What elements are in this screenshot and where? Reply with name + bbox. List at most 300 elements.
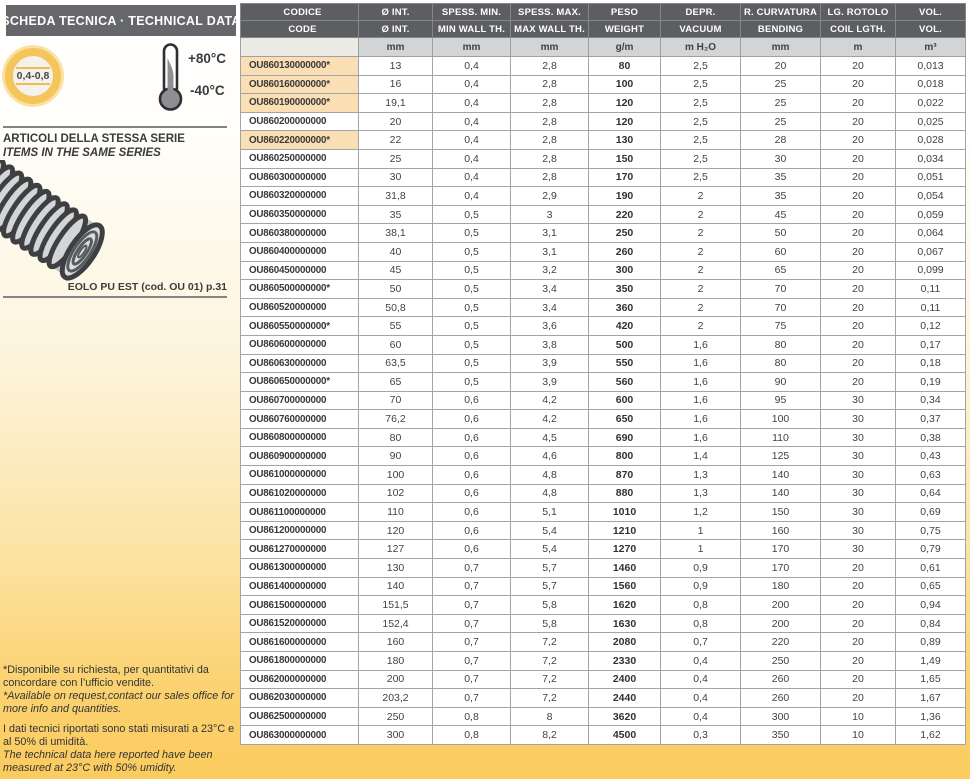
- cell-min-wall-th: 0,5: [433, 242, 511, 261]
- cell-min-wall-th: 0,7: [433, 596, 511, 615]
- cell-vacuum: 0,7: [661, 633, 741, 652]
- cell-max-wall-th: 2,8: [511, 75, 589, 94]
- pressure-range-value: 0,4-0,8: [16, 67, 51, 85]
- table-row: [241, 540, 966, 559]
- cell-coil-length: 10: [821, 726, 896, 745]
- cell-weight: 100: [589, 75, 661, 94]
- cell-min-wall-th: 0,7: [433, 614, 511, 633]
- col-header-en-volume: VOL.: [896, 21, 966, 38]
- cell-inner-diameter: 70: [359, 391, 433, 410]
- col-header-it-weight: PESO: [589, 4, 661, 21]
- cell-bending-radius: 65: [741, 261, 821, 280]
- table-row: [241, 707, 966, 726]
- table-row: [241, 261, 966, 280]
- cell-vacuum: 1: [661, 521, 741, 540]
- cell-inner-diameter: 25: [359, 149, 433, 168]
- cell-weight: 500: [589, 335, 661, 354]
- cell-min-wall-th: 0,8: [433, 707, 511, 726]
- table-row: [241, 447, 966, 466]
- cell-volume: 0,65: [896, 577, 966, 596]
- cell-max-wall-th: 2,8: [511, 57, 589, 76]
- cell-inner-diameter: 140: [359, 577, 433, 596]
- cell-vacuum: 0,9: [661, 577, 741, 596]
- cell-vacuum: 2,5: [661, 57, 741, 76]
- cell-code: OU860700000000: [241, 391, 359, 410]
- cell-inner-diameter: 65: [359, 373, 433, 392]
- cell-weight: 120: [589, 94, 661, 113]
- cell-max-wall-th: 5,8: [511, 596, 589, 615]
- cell-volume: 0,028: [896, 131, 966, 150]
- cell-vacuum: 1: [661, 540, 741, 559]
- cell-max-wall-th: 4,5: [511, 428, 589, 447]
- cell-min-wall-th: 0,6: [433, 466, 511, 485]
- col-unit-inner-diameter: mm: [359, 38, 433, 57]
- cell-volume: 0,17: [896, 335, 966, 354]
- cell-weight: 4500: [589, 726, 661, 745]
- cell-code: OU860300000000: [241, 168, 359, 187]
- cell-inner-diameter: 40: [359, 242, 433, 261]
- cell-volume: 0,34: [896, 391, 966, 410]
- cell-bending-radius: 70: [741, 280, 821, 299]
- cell-min-wall-th: 0,4: [433, 131, 511, 150]
- cell-min-wall-th: 0,4: [433, 75, 511, 94]
- cell-weight: 560: [589, 373, 661, 392]
- col-header-it-inner-diameter: Ø INT.: [359, 4, 433, 21]
- table-row: [241, 335, 966, 354]
- cell-coil-length: 20: [821, 373, 896, 392]
- left-panel: [0, 0, 240, 779]
- cell-weight: 220: [589, 205, 661, 224]
- cell-min-wall-th: 0,5: [433, 298, 511, 317]
- cell-inner-diameter: 13: [359, 57, 433, 76]
- cell-inner-diameter: 63,5: [359, 354, 433, 373]
- cell-volume: 0,025: [896, 112, 966, 131]
- cell-weight: 2080: [589, 633, 661, 652]
- cell-inner-diameter: 102: [359, 484, 433, 503]
- cell-volume: 0,059: [896, 205, 966, 224]
- cell-inner-diameter: 38,1: [359, 224, 433, 243]
- col-unit-max-wall-th: mm: [511, 38, 589, 57]
- cell-coil-length: 30: [821, 391, 896, 410]
- cell-max-wall-th: 7,2: [511, 633, 589, 652]
- cell-bending-radius: 20: [741, 57, 821, 76]
- cell-volume: 0,051: [896, 168, 966, 187]
- cell-bending-radius: 140: [741, 484, 821, 503]
- cell-weight: 1010: [589, 503, 661, 522]
- cell-inner-diameter: 19,1: [359, 94, 433, 113]
- col-header-en-coil-length: COIL LGTH.: [821, 21, 896, 38]
- cell-weight: 2330: [589, 652, 661, 671]
- cell-vacuum: 1,6: [661, 410, 741, 429]
- table-row: [241, 75, 966, 94]
- table-row: [241, 149, 966, 168]
- cell-vacuum: 1,3: [661, 466, 741, 485]
- cell-min-wall-th: 0,4: [433, 187, 511, 206]
- cell-max-wall-th: 3,9: [511, 354, 589, 373]
- col-header-it-volume: VOL.: [896, 4, 966, 21]
- cell-volume: 0,11: [896, 280, 966, 299]
- cell-bending-radius: 140: [741, 466, 821, 485]
- cell-bending-radius: 250: [741, 652, 821, 671]
- spec-table-body: [241, 57, 966, 745]
- cell-code: OU863000000000: [241, 726, 359, 745]
- cell-bending-radius: 100: [741, 410, 821, 429]
- cell-coil-length: 20: [821, 75, 896, 94]
- cell-bending-radius: 45: [741, 205, 821, 224]
- cell-code: OU861000000000: [241, 466, 359, 485]
- cell-max-wall-th: 3,1: [511, 224, 589, 243]
- cell-min-wall-th: 0,7: [433, 577, 511, 596]
- cell-code: OU861500000000: [241, 596, 359, 615]
- cell-weight: 120: [589, 112, 661, 131]
- table-row: [241, 559, 966, 578]
- cell-volume: 1,62: [896, 726, 966, 745]
- cell-weight: 3620: [589, 707, 661, 726]
- cell-code: OU860320000000: [241, 187, 359, 206]
- cell-code: OU860800000000: [241, 428, 359, 447]
- cell-vacuum: 0,4: [661, 707, 741, 726]
- cell-code: OU862500000000: [241, 707, 359, 726]
- cell-vacuum: 2: [661, 224, 741, 243]
- table-row: [241, 187, 966, 206]
- cell-code: OU860900000000: [241, 447, 359, 466]
- cell-vacuum: 2: [661, 242, 741, 261]
- cell-vacuum: 0,3: [661, 726, 741, 745]
- cell-code: OU860220000000*: [241, 131, 359, 150]
- cell-weight: 690: [589, 428, 661, 447]
- cell-max-wall-th: 2,8: [511, 94, 589, 113]
- cell-weight: 260: [589, 242, 661, 261]
- cell-volume: 0,12: [896, 317, 966, 336]
- table-row: [241, 298, 966, 317]
- table-row: [241, 577, 966, 596]
- cell-min-wall-th: 0,5: [433, 280, 511, 299]
- cell-volume: 0,43: [896, 447, 966, 466]
- cell-inner-diameter: 127: [359, 540, 433, 559]
- col-header-en-code: CODE: [241, 21, 359, 38]
- cell-coil-length: 10: [821, 707, 896, 726]
- cell-max-wall-th: 8: [511, 707, 589, 726]
- col-header-it-min-wall-th: SPESS. MIN.: [433, 4, 511, 21]
- col-header-it-bending-radius: R. CURVATURA: [741, 4, 821, 21]
- cell-code: OU861520000000: [241, 614, 359, 633]
- cell-inner-diameter: 152,4: [359, 614, 433, 633]
- cell-min-wall-th: 0,4: [433, 57, 511, 76]
- table-row: [241, 94, 966, 113]
- col-unit-code: [241, 38, 359, 57]
- cell-vacuum: 1,6: [661, 354, 741, 373]
- cell-volume: 0,69: [896, 503, 966, 522]
- cell-weight: 170: [589, 168, 661, 187]
- cell-volume: 0,64: [896, 484, 966, 503]
- cell-max-wall-th: 4,8: [511, 466, 589, 485]
- table-row: [241, 633, 966, 652]
- cell-max-wall-th: 3,9: [511, 373, 589, 392]
- cell-code: OU860400000000: [241, 242, 359, 261]
- related-product-reference: EOLO PU EST (cod. OU 01) p.31: [67, 281, 227, 293]
- cell-max-wall-th: 2,8: [511, 112, 589, 131]
- cell-max-wall-th: 3,8: [511, 335, 589, 354]
- cell-volume: 0,61: [896, 559, 966, 578]
- table-row: [241, 224, 966, 243]
- cell-max-wall-th: 2,8: [511, 149, 589, 168]
- cell-weight: 880: [589, 484, 661, 503]
- table-row: [241, 596, 966, 615]
- cell-bending-radius: 25: [741, 94, 821, 113]
- cell-volume: 0,75: [896, 521, 966, 540]
- table-row: [241, 428, 966, 447]
- col-unit-vacuum: m H₂O: [661, 38, 741, 57]
- cell-inner-diameter: 160: [359, 633, 433, 652]
- cell-code: OU861200000000: [241, 521, 359, 540]
- col-unit-bending-radius: mm: [741, 38, 821, 57]
- cell-min-wall-th: 0,5: [433, 354, 511, 373]
- cell-inner-diameter: 80: [359, 428, 433, 447]
- cell-coil-length: 20: [821, 317, 896, 336]
- cell-weight: 1620: [589, 596, 661, 615]
- col-header-it-code: CODICE: [241, 4, 359, 21]
- cell-min-wall-th: 0,6: [433, 447, 511, 466]
- cell-coil-length: 20: [821, 261, 896, 280]
- cell-coil-length: 20: [821, 633, 896, 652]
- header-row-english: [241, 21, 966, 38]
- cell-volume: 0,013: [896, 57, 966, 76]
- cell-weight: 1460: [589, 559, 661, 578]
- cell-max-wall-th: 3,6: [511, 317, 589, 336]
- temp-max-label: +80°C: [188, 51, 227, 66]
- cell-min-wall-th: 0,6: [433, 484, 511, 503]
- cell-weight: 650: [589, 410, 661, 429]
- cell-code: OU860650000000*: [241, 373, 359, 392]
- temp-min-label: -40°C: [190, 83, 225, 98]
- cell-coil-length: 20: [821, 335, 896, 354]
- cell-min-wall-th: 0,5: [433, 335, 511, 354]
- cell-weight: 190: [589, 187, 661, 206]
- cell-coil-length: 20: [821, 298, 896, 317]
- col-header-it-coil-length: LG. ROTOLO: [821, 4, 896, 21]
- cell-weight: 2440: [589, 689, 661, 708]
- cell-bending-radius: 90: [741, 373, 821, 392]
- cell-max-wall-th: 5,4: [511, 521, 589, 540]
- cell-bending-radius: 25: [741, 112, 821, 131]
- cell-min-wall-th: 0,4: [433, 168, 511, 187]
- table-row: [241, 503, 966, 522]
- cell-min-wall-th: 0,7: [433, 559, 511, 578]
- cell-coil-length: 30: [821, 466, 896, 485]
- col-unit-volume: m³: [896, 38, 966, 57]
- cell-volume: 0,054: [896, 187, 966, 206]
- spec-table: [240, 3, 966, 745]
- cell-max-wall-th: 3,4: [511, 280, 589, 299]
- table-row: [241, 205, 966, 224]
- cell-vacuum: 1,6: [661, 335, 741, 354]
- col-unit-weight: g/m: [589, 38, 661, 57]
- cell-vacuum: 0,4: [661, 652, 741, 671]
- cell-coil-length: 20: [821, 559, 896, 578]
- table-row: [241, 391, 966, 410]
- table-row: [241, 373, 966, 392]
- cell-bending-radius: 110: [741, 428, 821, 447]
- cell-min-wall-th: 0,4: [433, 149, 511, 168]
- cell-volume: 0,37: [896, 410, 966, 429]
- footnote-availability-english: *Available on request,contact our sales office for more info and quantities.: [3, 690, 234, 715]
- table-row: [241, 521, 966, 540]
- cell-volume: 1,49: [896, 652, 966, 671]
- table-row: [241, 670, 966, 689]
- cell-code: OU860380000000: [241, 224, 359, 243]
- cell-volume: 0,099: [896, 261, 966, 280]
- cell-coil-length: 30: [821, 503, 896, 522]
- cell-bending-radius: 160: [741, 521, 821, 540]
- cell-vacuum: 1,6: [661, 391, 741, 410]
- cell-min-wall-th: 0,5: [433, 317, 511, 336]
- cell-inner-diameter: 100: [359, 466, 433, 485]
- cell-max-wall-th: 5,8: [511, 614, 589, 633]
- cell-inner-diameter: 200: [359, 670, 433, 689]
- cell-coil-length: 20: [821, 242, 896, 261]
- header-row-italian: [241, 4, 966, 21]
- col-header-en-bending-radius: BENDING: [741, 21, 821, 38]
- cell-inner-diameter: 45: [359, 261, 433, 280]
- cell-vacuum: 2,5: [661, 94, 741, 113]
- cell-bending-radius: 200: [741, 596, 821, 615]
- series-title-english: ITEMS IN THE SAME SERIES: [3, 147, 161, 159]
- cell-inner-diameter: 90: [359, 447, 433, 466]
- cell-volume: 0,11: [896, 298, 966, 317]
- cell-max-wall-th: 3,1: [511, 242, 589, 261]
- col-header-it-vacuum: DEPR.: [661, 4, 741, 21]
- page-title: SCHEDA TECNICA · TECHNICAL DATA: [6, 5, 236, 36]
- cell-inner-diameter: 300: [359, 726, 433, 745]
- cell-max-wall-th: 4,6: [511, 447, 589, 466]
- col-header-en-weight: WEIGHT: [589, 21, 661, 38]
- cell-volume: 1,67: [896, 689, 966, 708]
- cell-min-wall-th: 0,5: [433, 205, 511, 224]
- table-row: [241, 466, 966, 485]
- cell-inner-diameter: 130: [359, 559, 433, 578]
- cell-max-wall-th: 5,7: [511, 559, 589, 578]
- cell-inner-diameter: 250: [359, 707, 433, 726]
- cell-min-wall-th: 0,5: [433, 224, 511, 243]
- cell-weight: 550: [589, 354, 661, 373]
- cell-weight: 600: [589, 391, 661, 410]
- cell-volume: 1,65: [896, 670, 966, 689]
- cell-volume: 0,034: [896, 149, 966, 168]
- cell-volume: 0,067: [896, 242, 966, 261]
- cell-max-wall-th: 4,2: [511, 391, 589, 410]
- cell-vacuum: 2,5: [661, 131, 741, 150]
- cell-weight: 250: [589, 224, 661, 243]
- cell-code: OU861300000000: [241, 559, 359, 578]
- cell-weight: 1630: [589, 614, 661, 633]
- cell-weight: 2400: [589, 670, 661, 689]
- cell-bending-radius: 80: [741, 335, 821, 354]
- cell-weight: 1560: [589, 577, 661, 596]
- cell-min-wall-th: 0,8: [433, 726, 511, 745]
- cell-inner-diameter: 50: [359, 280, 433, 299]
- cell-coil-length: 30: [821, 410, 896, 429]
- cell-code: OU861400000000: [241, 577, 359, 596]
- cell-bending-radius: 260: [741, 689, 821, 708]
- cell-coil-length: 20: [821, 354, 896, 373]
- cell-code: OU860630000000: [241, 354, 359, 373]
- cell-coil-length: 20: [821, 149, 896, 168]
- cell-bending-radius: 35: [741, 187, 821, 206]
- cell-inner-diameter: 76,2: [359, 410, 433, 429]
- cell-inner-diameter: 31,8: [359, 187, 433, 206]
- cell-vacuum: 1,6: [661, 373, 741, 392]
- cell-max-wall-th: 5,4: [511, 540, 589, 559]
- col-unit-coil-length: m: [821, 38, 896, 57]
- cell-volume: 0,38: [896, 428, 966, 447]
- cell-code: OU860550000000*: [241, 317, 359, 336]
- cell-bending-radius: 95: [741, 391, 821, 410]
- table-row: [241, 168, 966, 187]
- cell-min-wall-th: 0,5: [433, 373, 511, 392]
- footnotes: [3, 664, 236, 779]
- cell-volume: 0,19: [896, 373, 966, 392]
- cell-weight: 1210: [589, 521, 661, 540]
- cell-coil-length: 20: [821, 596, 896, 615]
- spec-table-head: [241, 4, 966, 57]
- cell-max-wall-th: 3,4: [511, 298, 589, 317]
- cell-code: OU860520000000: [241, 298, 359, 317]
- divider-bottom: [3, 296, 227, 298]
- cell-bending-radius: 60: [741, 242, 821, 261]
- cell-bending-radius: 350: [741, 726, 821, 745]
- cell-inner-diameter: 110: [359, 503, 433, 522]
- cell-max-wall-th: 2,8: [511, 168, 589, 187]
- cell-bending-radius: 70: [741, 298, 821, 317]
- cell-bending-radius: 170: [741, 559, 821, 578]
- series-title-italian: ARTICOLI DELLA STESSA SERIE: [3, 133, 185, 145]
- cell-weight: 80: [589, 57, 661, 76]
- cell-coil-length: 30: [821, 521, 896, 540]
- cell-weight: 150: [589, 149, 661, 168]
- cell-min-wall-th: 0,4: [433, 94, 511, 113]
- cell-min-wall-th: 0,6: [433, 428, 511, 447]
- cell-min-wall-th: 0,6: [433, 391, 511, 410]
- cell-coil-length: 20: [821, 57, 896, 76]
- cell-weight: 350: [589, 280, 661, 299]
- cell-code: OU860500000000*: [241, 280, 359, 299]
- cell-vacuum: 2: [661, 261, 741, 280]
- cell-vacuum: 1,3: [661, 484, 741, 503]
- cell-max-wall-th: 3: [511, 205, 589, 224]
- cell-vacuum: 2,5: [661, 168, 741, 187]
- cell-bending-radius: 150: [741, 503, 821, 522]
- cell-bending-radius: 28: [741, 131, 821, 150]
- cell-inner-diameter: 20: [359, 112, 433, 131]
- cell-bending-radius: 170: [741, 540, 821, 559]
- cell-inner-diameter: 35: [359, 205, 433, 224]
- cell-weight: 130: [589, 131, 661, 150]
- cell-volume: 0,064: [896, 224, 966, 243]
- cell-max-wall-th: 3,2: [511, 261, 589, 280]
- cell-coil-length: 20: [821, 224, 896, 243]
- cell-coil-length: 20: [821, 614, 896, 633]
- cell-coil-length: 20: [821, 112, 896, 131]
- cell-inner-diameter: 16: [359, 75, 433, 94]
- cell-volume: 0,94: [896, 596, 966, 615]
- cell-bending-radius: 50: [741, 224, 821, 243]
- cell-bending-radius: 75: [741, 317, 821, 336]
- cell-bending-radius: 80: [741, 354, 821, 373]
- col-header-en-max-wall-th: MAX WALL TH.: [511, 21, 589, 38]
- cell-weight: 360: [589, 298, 661, 317]
- cell-coil-length: 30: [821, 428, 896, 447]
- cell-bending-radius: 300: [741, 707, 821, 726]
